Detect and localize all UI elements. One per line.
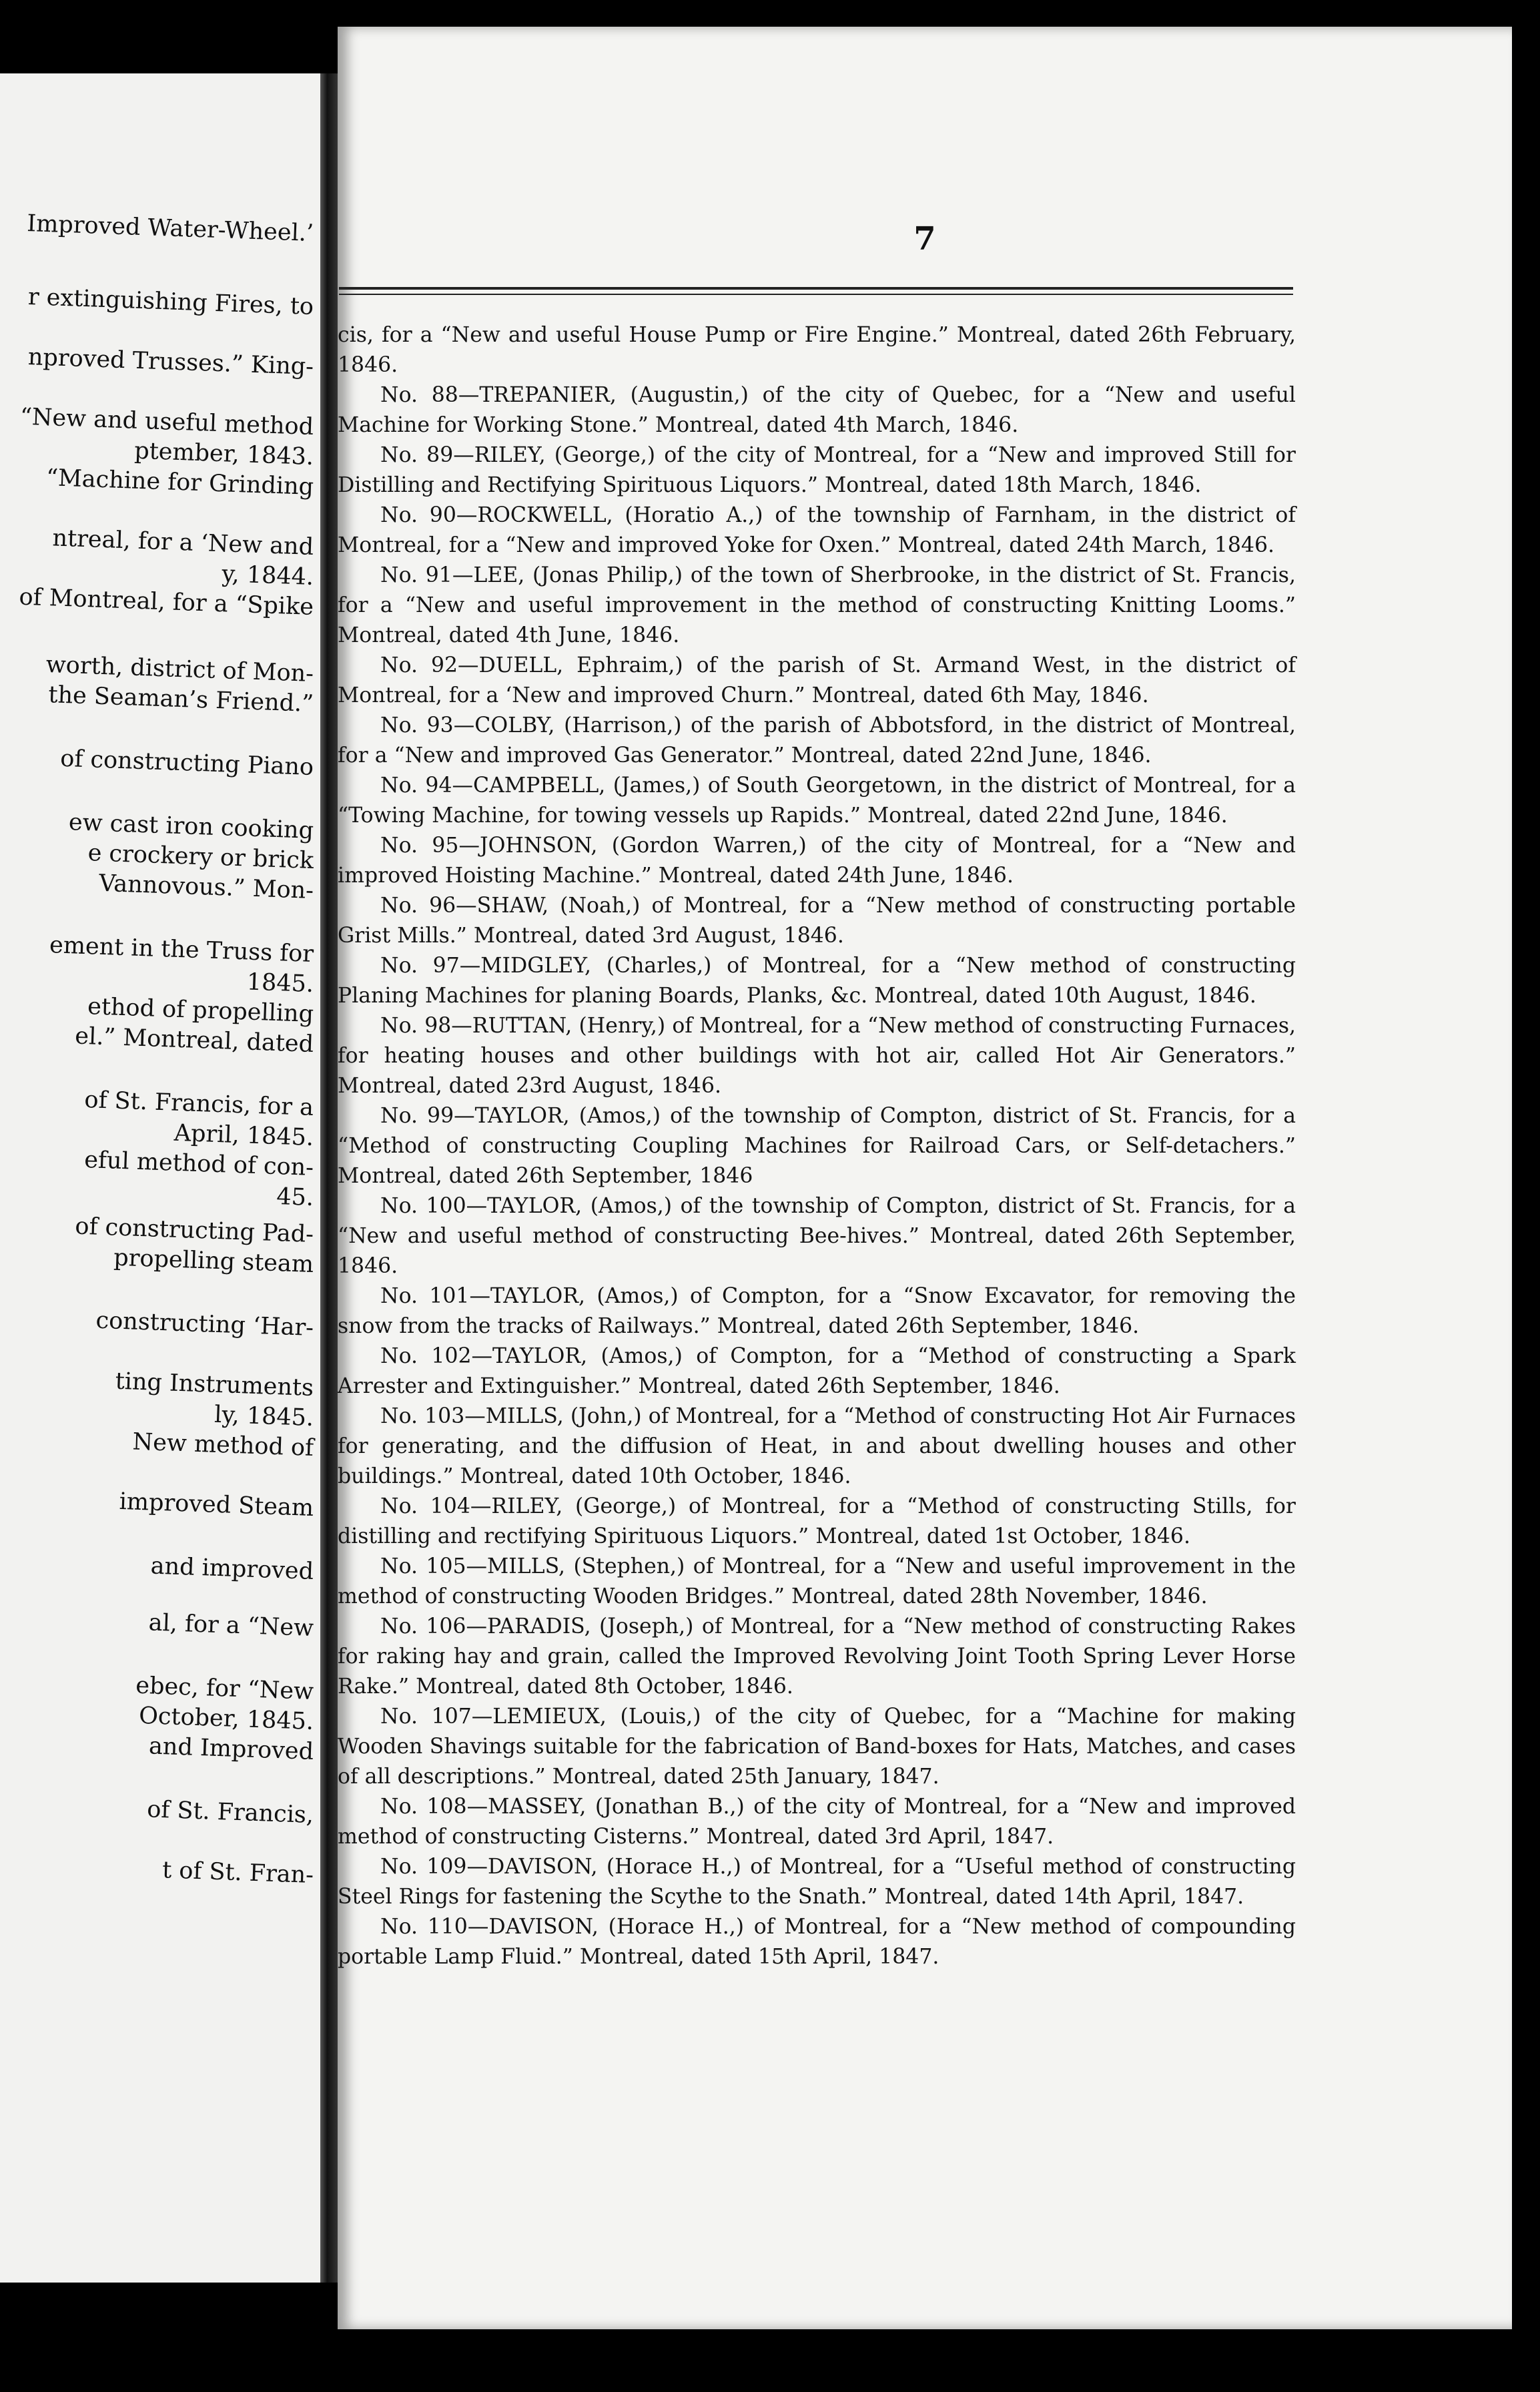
left-page-line: “Machine for Grinding	[45, 465, 314, 501]
left-page-line: ethod of propelling	[87, 993, 314, 1028]
left-page-line: ptember, 1843.	[133, 437, 314, 471]
patent-entry: No. 93—COLBY, (Harrison,) of the parish of Abbotsford, in the district of Montreal, for a “New and improved Gas Generator.” Montreal, dated 22nd June, 1846.	[338, 713, 1296, 768]
patent-entry: No. 110—DAVISON, (Horace H.,) of Montreal, for a “New method of compounding portable Lamp Fluid.” Montreal, dated 15th April, 1847.	[338, 1915, 1296, 1969]
left-page-line: propelling steam	[113, 1244, 314, 1278]
left-page-line: ew cast iron cooking	[68, 809, 314, 844]
left-page-line: eful method of con-	[83, 1147, 314, 1181]
left-page-line: t of St. Fran-	[161, 1857, 314, 1889]
left-page-line: ement in the Truss for	[49, 932, 314, 968]
patent-entry: No. 92—DUELL, Ephraim,) of the parish of St. Armand West, in the district of Montreal, for a ‘New and improved Churn.” Montreal, dated 6th May, 1846.	[338, 653, 1296, 707]
left-page-line: ting Instruments	[115, 1368, 314, 1402]
left-page-line: 45.	[276, 1183, 314, 1211]
patent-entry: No. 102—TAYLOR, (Amos,) of Compton, for a “Method of constructing a Spark Arrester and Extinguisher.” Montreal, dated 26th September, 1846.	[338, 1344, 1296, 1398]
left-page-line: constructing ‘Har-	[95, 1307, 314, 1341]
left-page-line: April, 1845.	[173, 1119, 314, 1151]
left-page-line: October, 1845.	[138, 1702, 314, 1735]
header-rule	[339, 287, 1293, 290]
left-page-line: ly, 1845.	[214, 1401, 314, 1432]
left-page-line: of St. Francis,	[146, 1796, 314, 1829]
left-page-line: al, for a “New	[148, 1609, 314, 1642]
book-gutter	[320, 73, 338, 2283]
left-page-line: New method of	[131, 1428, 314, 1462]
patent-entry: No. 89—RILEY, (George,) of the city of Montreal, for a “New and improved Still for Distilling and Rectifying Spirituous Liquors.” Montreal, dated 18th March, 1846.	[338, 443, 1296, 497]
patent-entry: No. 105—MILLS, (Stephen,) of Montreal, for a “New and useful improvement in the method of constructing Wooden Bridges.” Montreal, dated 28th November, 1846.	[338, 1554, 1296, 1608]
patent-entry: No. 106—PARADIS, (Joseph,) of Montreal, for a “New method of constructing Rakes for raking hay and grain, called the Improved Revolving Joint Tooth Spring Lever Horse Rake.” Montreal, dated 8th October, 1846.	[338, 1614, 1296, 1699]
left-page-line: 1845.	[246, 968, 314, 998]
patent-entry: No. 94—CAMPBELL, (James,) of South Georgetown, in the district of Montreal, for a “Towing Machine, for towing vessels up Rapids.” Montreal, dated 22nd June, 1846.	[338, 774, 1296, 828]
left-page-line: of constructing Pad-	[74, 1213, 314, 1248]
patent-entry: No. 108—MASSEY, (Jonathan B.,) of the city of Montreal, for a “New and improved method of constructing Cisterns.” Montreal, dated 3rd April, 1847.	[338, 1795, 1296, 1849]
left-page-line: r extinguishing Fires, to	[27, 284, 314, 320]
patent-entry: No. 88—TREPANIER, (Augustin,) of the city of Quebec, for a “New and useful Machine for Working Stone.” Montreal, dated 4th March, 1846.	[338, 383, 1296, 437]
left-page-line: of constructing Piano	[59, 745, 314, 781]
patent-entry: No. 95—JOHNSON, (Gordon Warren,) of the city of Montreal, for a “New and improved Hoisting Machine.” Montreal, dated 24th June, 1846.	[338, 834, 1296, 888]
left-page-line: Vannovous.” Mon-	[98, 870, 314, 904]
patent-entry: No. 99—TAYLOR, (Amos,) of the township of Compton, district of St. Francis, for a “Method of constructing Coupling Machines for Railroad Cars, or Self-detachers.” Montreal, dated 26th September, 1846	[338, 1104, 1296, 1188]
patent-entry: No. 107—LEMIEUX, (Louis,) of the city of Quebec, for a “Machine for making Wooden Shavings suitable for the fabrication of Band-boxes for Hats, Matches, and cases of all descriptions.” Montreal, dated 25th January, 1847.	[338, 1705, 1296, 1789]
left-page-line: el.” Montreal, dated	[74, 1022, 314, 1058]
left-page-line: improved Steam	[119, 1488, 314, 1522]
left-page-line: “New and useful method	[19, 403, 314, 440]
left-page-line: of St. Francis, for a	[83, 1087, 314, 1121]
left-page-line: y, 1844.	[221, 561, 314, 591]
patent-entry: No. 101—TAYLOR, (Amos,) of Compton, for a “Snow Excavator, for removing the snow from the tracks of Railways.” Montreal, dated 26th September, 1846.	[338, 1284, 1296, 1338]
left-page-line: ebec, for “New	[135, 1672, 314, 1705]
patent-entry: No. 109—DAVISON, (Horace H.,) of Montreal, for a “Useful method of constructing Steel Rings for fastening the Scythe to the Snath.” Montreal, dated 14th April, 1847.	[338, 1855, 1296, 1909]
header-rule-thin	[339, 294, 1293, 295]
patent-entry: No. 97—MIDGLEY, (Charles,) of Montreal, for a “New method of constructing Planing Machines for planing Boards, Planks, &c. Montreal, dated 10th August, 1846.	[338, 954, 1296, 1008]
left-page-line: nproved Trusses.” King-	[27, 344, 314, 380]
patent-entry: No. 96—SHAW, (Noah,) of Montreal, for a “New method of constructing portable Grist Mills.” Montreal, dated 3rd August, 1846.	[338, 894, 1296, 948]
page-number: 7	[913, 220, 936, 258]
left-page-line: Improved Water-Wheel.’	[26, 210, 314, 247]
left-page-line: worth, district of Mon-	[45, 651, 314, 687]
patent-entry: No. 104—RILEY, (George,) of Montreal, for a “Method of constructing Stills, for distilling and rectifying Spirituous Liquors.” Montreal, dated 1st October, 1846.	[338, 1494, 1296, 1548]
patent-entry: No. 103—MILLS, (John,) of Montreal, for a “Method of constructing Hot Air Furnaces for generating, and the diffusion of Heat, in and about dwelling houses and other buildings.” Montreal, dated 10th October, 1846.	[338, 1404, 1296, 1488]
right-page	[338, 27, 1512, 2329]
left-page-line: the Seaman’s Friend.”	[47, 681, 314, 717]
continued-entry: cis, for a “New and useful House Pump or Fire Engine.” Montreal, dated 26th February, 1846.	[338, 323, 1296, 377]
patent-entry: No. 90—ROCKWELL, (Horatio A.,) of the township of Farnham, in the district of Montreal, for a “New and improved Yoke for Oxen.” Montreal, dated 24th March, 1846.	[338, 503, 1296, 557]
patent-entry: No. 100—TAYLOR, (Amos,) of the township of Compton, district of St. Francis, for a “New and useful method of constructing Bee-hives.” Montreal, dated 26th September, 1846.	[338, 1194, 1296, 1278]
left-page-line: and improved	[150, 1552, 314, 1585]
left-page-fragment	[0, 73, 320, 2283]
patent-entry: No. 91—LEE, (Jonas Philip,) of the town of Sherbrooke, in the district of St. Francis, for a “New and useful improvement in the method of constructing Knitting Looms.” Montreal, dated 4th June, 1846.	[338, 563, 1296, 647]
patent-entry: No. 98—RUTTAN, (Henry,) of Montreal, for a “New method of constructing Furnaces, for heating houses and other buildings with hot air, called Hot Air Generators.” Montreal, dated 23rd August, 1846.	[338, 1014, 1296, 1098]
left-page-line: e crockery or brick	[87, 840, 314, 874]
left-page-line: ntreal, for a ‘New and	[51, 525, 314, 561]
left-page-line: and Improved	[148, 1733, 314, 1765]
left-page-line: of Montreal, for a “Spike	[18, 583, 314, 621]
patent-list	[338, 320, 1296, 1972]
